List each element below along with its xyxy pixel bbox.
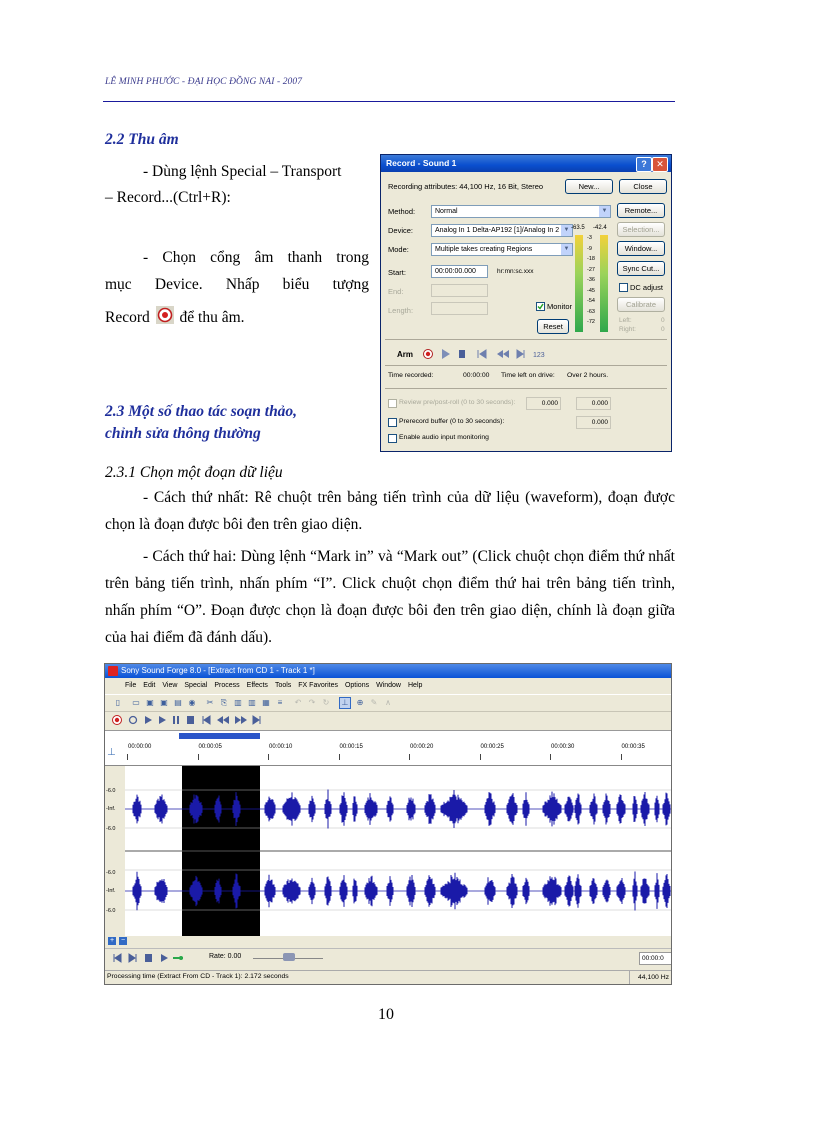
chevron-down-icon: ▼: [561, 225, 572, 236]
menu-item-effects[interactable]: Effects: [246, 682, 268, 689]
menu-item-window[interactable]: Window: [376, 682, 401, 689]
chevron-down-icon: ▼: [599, 206, 610, 217]
edit-tool-icon[interactable]: ⊥: [339, 697, 351, 709]
ruler-label: 00:00:25: [480, 744, 504, 750]
waveform-svg: [125, 766, 672, 942]
db-label: -Inf.: [106, 888, 116, 894]
app-icon: [108, 666, 118, 676]
sample-rate: 44,100 Hz: [629, 971, 671, 984]
svg-text:123: 123: [533, 352, 545, 359]
zoom-out-icon[interactable]: −: [120, 937, 126, 944]
properties-icon[interactable]: ◉: [188, 698, 196, 707]
window-button[interactable]: Window...: [617, 241, 665, 256]
ruler-tick: [550, 754, 551, 760]
pencil-icon[interactable]: ✎: [370, 698, 378, 707]
right-value: 0: [661, 326, 665, 333]
ruler-label: 00:00:10: [269, 744, 293, 750]
sf-title: Sony Sound Forge 8.0 - [Extract from CD 1 - Track 1 *]: [121, 666, 315, 675]
time-ruler[interactable]: [105, 741, 672, 766]
mode-label: Mode:: [388, 245, 409, 254]
time-recorded-value: 00:00:00: [463, 372, 490, 379]
cut-icon[interactable]: ✂: [206, 698, 214, 707]
right-label: Right:: [619, 326, 636, 333]
crop-icon[interactable]: ▦: [262, 698, 270, 707]
record-word: Record: [105, 309, 150, 326]
dc-adjust-label: DC adjust: [630, 283, 663, 292]
mode-value: Multiple takes creating Regions: [435, 246, 533, 253]
close-button[interactable]: Close: [619, 179, 667, 194]
meter-peak-right: -42.4: [593, 225, 607, 231]
level-gutter: [105, 766, 125, 942]
page-number: 10: [378, 1006, 394, 1023]
para-2-2-line1: - Dùng lệnh Special – Transport: [143, 163, 342, 180]
left-label: Left:: [619, 317, 632, 324]
time-left-value: Over 2 hours.: [567, 372, 609, 379]
dialog-title-bar: [381, 155, 671, 172]
sound-forge-window: [104, 663, 672, 985]
record-suffix: để thu âm.: [179, 309, 245, 326]
db-label: -6.0: [106, 908, 116, 914]
db-label: -Inf.: [106, 806, 116, 812]
ruler-tick: [339, 754, 340, 760]
dc-adjust-checkbox[interactable]: [619, 283, 628, 292]
forward-icon[interactable]: [235, 716, 247, 724]
go-end-icon[interactable]: [129, 954, 136, 962]
pause-icon[interactable]: [173, 716, 179, 724]
meter-scale-label: -36: [587, 277, 595, 283]
monitor-label: Monitor: [547, 302, 573, 311]
go-end-icon[interactable]: [253, 716, 260, 724]
bottom-transport: [105, 948, 672, 967]
method-select[interactable]: [431, 205, 611, 218]
ruler-tick: [480, 754, 481, 760]
left-value: 0: [661, 317, 665, 324]
stop-icon[interactable]: [187, 716, 194, 724]
time-display: 00:00:0: [639, 952, 672, 965]
rewind-icon[interactable]: [217, 716, 229, 724]
method-value: Normal: [435, 208, 458, 215]
counter-icon[interactable]: [533, 352, 545, 359]
play-icon[interactable]: [161, 954, 168, 962]
sf-menubar: [105, 679, 671, 692]
arm-label: Arm: [397, 350, 414, 359]
zoom-bar: [105, 936, 672, 946]
record-icon[interactable]: [113, 716, 122, 725]
prerecord-label: Prerecord buffer (0 to 30 seconds):: [399, 418, 505, 425]
ruler-tick: [198, 754, 199, 760]
close-x-button[interactable]: ✕: [652, 157, 668, 172]
overview-bar[interactable]: [105, 730, 672, 741]
go-end-icon[interactable]: [517, 350, 524, 358]
selection-button[interactable]: Selection...: [617, 222, 665, 237]
overview-selection: [179, 733, 260, 739]
ruler-label: 00:00:35: [621, 744, 645, 750]
save-icon[interactable]: ▣: [146, 698, 154, 707]
help-button[interactable]: ?: [636, 157, 652, 172]
menu-item-file[interactable]: File: [125, 682, 137, 689]
rewind-icon[interactable]: [497, 350, 509, 358]
go-start-icon[interactable]: [114, 954, 121, 962]
db-label: -6.0: [106, 870, 116, 876]
record-icon: [156, 306, 174, 324]
record-icon[interactable]: [424, 350, 433, 359]
monitor-checkbox[interactable]: [536, 302, 545, 311]
menu-item-tools[interactable]: Tools: [274, 682, 292, 689]
subsection-2-3-1: 2.3.1 Chọn một đoạn dữ liệu: [105, 464, 283, 481]
review-field-1: 0.000: [526, 397, 561, 410]
ruler-tick: [268, 754, 269, 760]
separator: [385, 388, 667, 389]
menu-item-special[interactable]: Special: [184, 682, 208, 689]
meter-peak-left: -63.5: [571, 225, 585, 231]
go-start-icon[interactable]: [203, 716, 210, 724]
meter-scale-label: -27: [587, 266, 595, 273]
sf-title-bar: [105, 664, 671, 678]
play-all-icon[interactable]: [145, 716, 152, 724]
separator: [385, 365, 667, 366]
review-field-2: 0.000: [576, 397, 611, 410]
ruler-tick: [621, 754, 622, 760]
chevron-down-icon: ▼: [561, 244, 572, 255]
header-rule: [103, 101, 675, 102]
paste-icon[interactable]: ▥: [234, 698, 242, 707]
mode-select[interactable]: [431, 243, 573, 256]
meter-bar-right: [600, 235, 608, 332]
ruler-label: 00:00:20: [410, 744, 434, 750]
time-format-icon[interactable]: ⊥: [107, 747, 116, 758]
menu-item-fx-favorites[interactable]: FX Favorites: [298, 682, 338, 689]
ruler-label: 00:00:30: [551, 744, 575, 750]
new-button[interactable]: New...: [565, 179, 613, 194]
enable-monitor-checkbox[interactable]: [388, 434, 397, 443]
ruler-label: 00:00:05: [198, 744, 222, 750]
para-2-2b-line3: [105, 304, 245, 331]
print-icon[interactable]: ▤: [174, 698, 182, 707]
enable-monitor-label: Enable audio input monitoring: [399, 434, 489, 441]
para-2-2b-line1: - Chọn cổng âm thanh trong: [143, 249, 369, 266]
db-label: -6.0: [106, 788, 116, 794]
start-field[interactable]: 00:00:00.000: [431, 265, 488, 278]
dialog-title: Record - Sound 1: [386, 158, 457, 168]
separator: [385, 339, 667, 340]
stop-icon[interactable]: [145, 954, 152, 962]
meter-scale-label: -18: [587, 256, 595, 262]
menu-item-help[interactable]: Help: [408, 682, 423, 689]
method-label: Method:: [388, 207, 416, 216]
rate-label: Rate: 0.00: [209, 953, 242, 960]
meter-scale-label: -45: [587, 287, 595, 294]
new-file-icon[interactable]: ▯: [115, 698, 121, 707]
section-2-2-title: 2.2 Thu âm: [105, 131, 179, 148]
section-2-3-title-line2: chỉnh sửa thông thường: [105, 425, 261, 442]
meter-scale-label: -54: [587, 298, 595, 304]
time-left-label: Time left on drive:: [501, 372, 555, 379]
device-select[interactable]: [431, 224, 573, 237]
end-field: [431, 284, 488, 297]
length-label: Length:: [388, 306, 414, 315]
time-format: hr:mn:sc.xxx: [497, 268, 534, 275]
trim-icon[interactable]: ≡: [277, 698, 283, 707]
device-value: Analog In 1 Delta-AP192 [1]/Analog In 2: [435, 227, 560, 234]
open-icon[interactable]: ▭: [132, 698, 140, 707]
menu-item-process[interactable]: Process: [214, 682, 240, 689]
play-normal-icon[interactable]: [173, 956, 183, 960]
record-dialog: [380, 154, 672, 452]
length-field: [431, 302, 488, 315]
main-toolbar: [105, 694, 672, 712]
magnify-icon[interactable]: ⊕: [356, 698, 364, 707]
menu-item-options[interactable]: Options: [344, 682, 370, 689]
db-label: -6.0: [106, 826, 116, 832]
transport-toolbar: [105, 712, 672, 728]
meter-scale-label: -3: [587, 235, 592, 241]
transport-buttons: [423, 348, 553, 362]
meter-bar-left: [575, 235, 583, 332]
device-label: Device:: [388, 226, 414, 235]
recording-attributes: Recording attributes: 44,100 Hz, 16 Bit, Stereo: [388, 182, 544, 191]
meter-scale-label: -9: [587, 245, 592, 252]
mix-icon[interactable]: ▥: [248, 698, 256, 707]
redo-icon[interactable]: ↷: [308, 698, 316, 707]
status-text: Processing time (Extract From CD - Track 1): 2.172 seconds: [107, 973, 289, 980]
sync-cut-button[interactable]: Sync Cut...: [617, 261, 665, 276]
go-start-icon[interactable]: [478, 350, 486, 358]
ruler-label: 00:00:15: [339, 744, 363, 750]
meter-scale-label: -63: [587, 308, 595, 315]
save-as-icon[interactable]: ▣: [160, 698, 168, 707]
ruler-tick: [127, 754, 128, 760]
repeat-icon[interactable]: ↻: [322, 698, 330, 707]
ruler-tick: [409, 754, 410, 760]
loop-icon[interactable]: [130, 717, 137, 724]
envelope-icon[interactable]: ∧: [385, 698, 391, 707]
zoom-in-icon[interactable]: +: [109, 937, 115, 944]
prerecord-field: 0.000: [576, 416, 611, 429]
ruler-label: 00:00:00: [128, 744, 152, 750]
undo-icon[interactable]: ↶: [294, 698, 302, 707]
prerecord-checkbox[interactable]: [388, 418, 397, 427]
para-2-3-1: - Cách thứ nhất: Rê chuột trên bảng tiến trình của dữ liệu (waveform), đoạn được chọn là đoạn được bôi đen trên giao diện.: [105, 489, 675, 533]
remote-button[interactable]: Remote...: [617, 203, 665, 218]
para-2-3-2: - Cách thứ hai: Dùng lệnh “Mark in” và “Mark out” (Click chuột chọn điểm thứ nhất trên bảng tiến trình, nhấn phím “I”. Click chuột chọn điểm thứ hai trên bảng tiến trình, nhấn phím “O”. Đoạn được chọn là đoạn được bôi đen trên giao diện, chính là đoạn giữa của hai điểm đã đánh dấu).: [105, 548, 675, 646]
para-2-2-line2: – Record...(Ctrl+R):: [105, 189, 231, 206]
review-checkbox[interactable]: [388, 399, 397, 408]
start-label: Start:: [388, 268, 406, 277]
copy-icon[interactable]: ⎘: [220, 698, 228, 707]
rate-slider-thumb[interactable]: [283, 953, 295, 961]
section-2-3-title-line1: 2.3 Một số thao tác soạn thảo,: [105, 403, 298, 420]
time-recorded-label: Time recorded:: [388, 372, 434, 379]
play-icon[interactable]: [159, 716, 166, 724]
calibrate-button[interactable]: Calibrate: [617, 297, 665, 312]
end-label: End:: [388, 287, 404, 296]
play-icon[interactable]: [442, 349, 450, 359]
para-2-2b-line2: mục Device. Nhấp biểu tượng: [105, 276, 369, 293]
meter-scale-label: -72: [587, 319, 595, 325]
stop-icon[interactable]: [459, 350, 465, 358]
menu-item-view[interactable]: View: [162, 682, 178, 689]
page-header: LÊ MINH PHƯỚC - ĐẠI HỌC ĐỒNG NAI - 2007: [105, 77, 303, 87]
reset-button[interactable]: Reset: [537, 319, 569, 334]
status-bar: [105, 970, 672, 985]
waveform-area[interactable]: [125, 766, 672, 942]
menu-item-edit[interactable]: Edit: [143, 682, 156, 689]
review-label: Review pre/post-roll (0 to 30 seconds):: [399, 399, 516, 406]
